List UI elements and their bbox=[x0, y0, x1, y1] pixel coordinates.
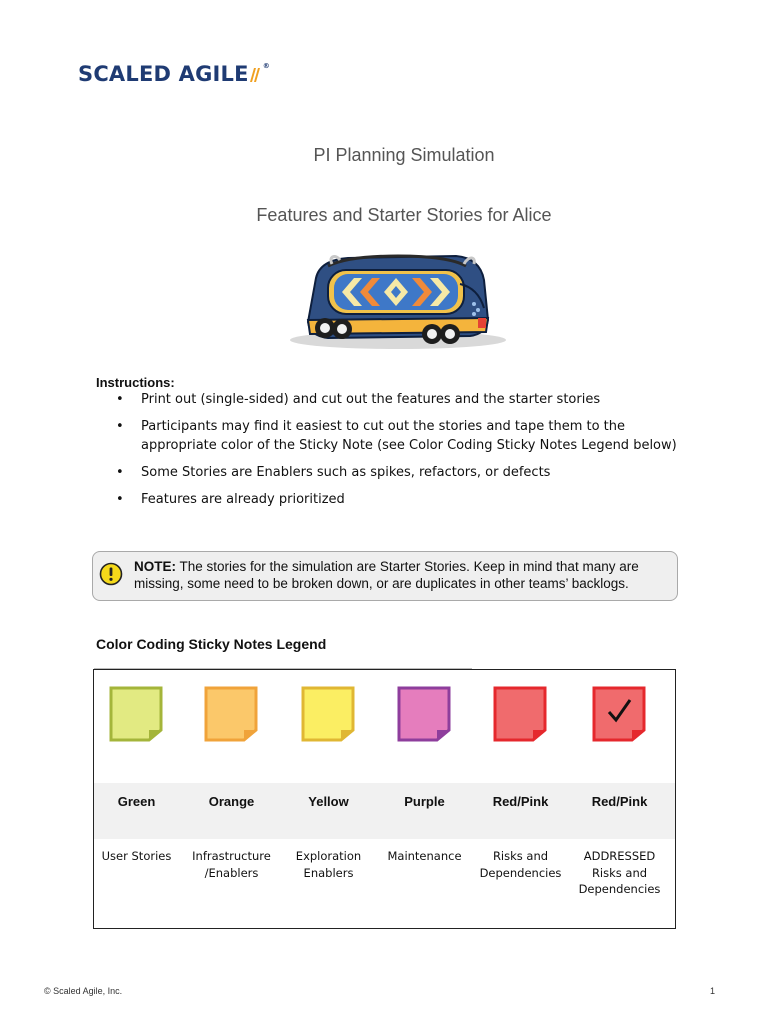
note-box bbox=[92, 551, 678, 601]
instruction-item: • Some Stories are Enablers such as spikes, refactors, or defects bbox=[96, 463, 696, 482]
legend-color-name: Green bbox=[117, 794, 156, 809]
legend-color-row bbox=[94, 783, 675, 839]
instruction-item: • Features are already prioritized bbox=[96, 490, 696, 509]
sticky-note-icon bbox=[592, 686, 646, 742]
legend-sticky-row bbox=[94, 670, 675, 783]
legend-title: Color Coding Sticky Notes Legend bbox=[96, 636, 327, 652]
legend-description: ADDRESSED Risks and Dependencies bbox=[578, 849, 661, 896]
legend-description: Exploration Enablers bbox=[295, 849, 362, 880]
sticky-note-icon bbox=[204, 686, 258, 742]
legend-color-name: Orange bbox=[208, 794, 255, 809]
legend-color-name: Red/Pink bbox=[492, 794, 549, 809]
legend-description: Infrastructure /Enablers bbox=[192, 849, 271, 880]
logo-mark-icon bbox=[250, 65, 262, 83]
legend-color-name: Red/Pink bbox=[591, 794, 648, 809]
instruction-item: • Print out (single-sided) and cut out the features and the starter stories bbox=[96, 390, 696, 409]
legend-description: Risks and Dependencies bbox=[479, 849, 562, 880]
warning-icon bbox=[99, 562, 123, 586]
instruction-item: • Participants may find it easiest to cut out the stories and tape them to the appropriate color of the Sticky Note (see Color Coding Sticky Notes Legend below) bbox=[96, 417, 696, 455]
page-subtitle: Features and Starter Stories for Alice bbox=[256, 205, 552, 225]
logo-text: SCALED AGILE bbox=[78, 62, 249, 86]
footer-copyright: © Scaled Agile, Inc. bbox=[44, 986, 123, 996]
sticky-note-icon bbox=[493, 686, 547, 742]
note-label: NOTE: bbox=[134, 559, 176, 574]
registered-mark: ® bbox=[262, 62, 270, 70]
page-number: 1 bbox=[710, 986, 716, 996]
legend-color-name: Yellow bbox=[308, 794, 349, 809]
note-text bbox=[134, 558, 664, 592]
legend-description: Maintenance bbox=[387, 849, 462, 863]
page-title: PI Planning Simulation bbox=[313, 145, 495, 165]
sticky-note-icon bbox=[301, 686, 355, 742]
legend-description: User Stories bbox=[101, 849, 172, 863]
instructions-heading: Instructions: bbox=[96, 375, 175, 390]
scaled-agile-logo bbox=[78, 62, 270, 86]
autonomous-bus-illustration bbox=[288, 248, 510, 358]
sticky-note-icon bbox=[397, 686, 451, 742]
legend-color-name: Purple bbox=[404, 794, 445, 809]
instructions-list bbox=[96, 390, 696, 517]
legend-top-rule bbox=[94, 668, 472, 669]
sticky-note-icon bbox=[109, 686, 163, 742]
note-body: The stories for the simulation are Starter Stories. Keep in mind that many are missing, some need to be broken down, or are duplicates in other teams’ backlogs. bbox=[134, 559, 639, 591]
legend-table bbox=[93, 669, 676, 929]
